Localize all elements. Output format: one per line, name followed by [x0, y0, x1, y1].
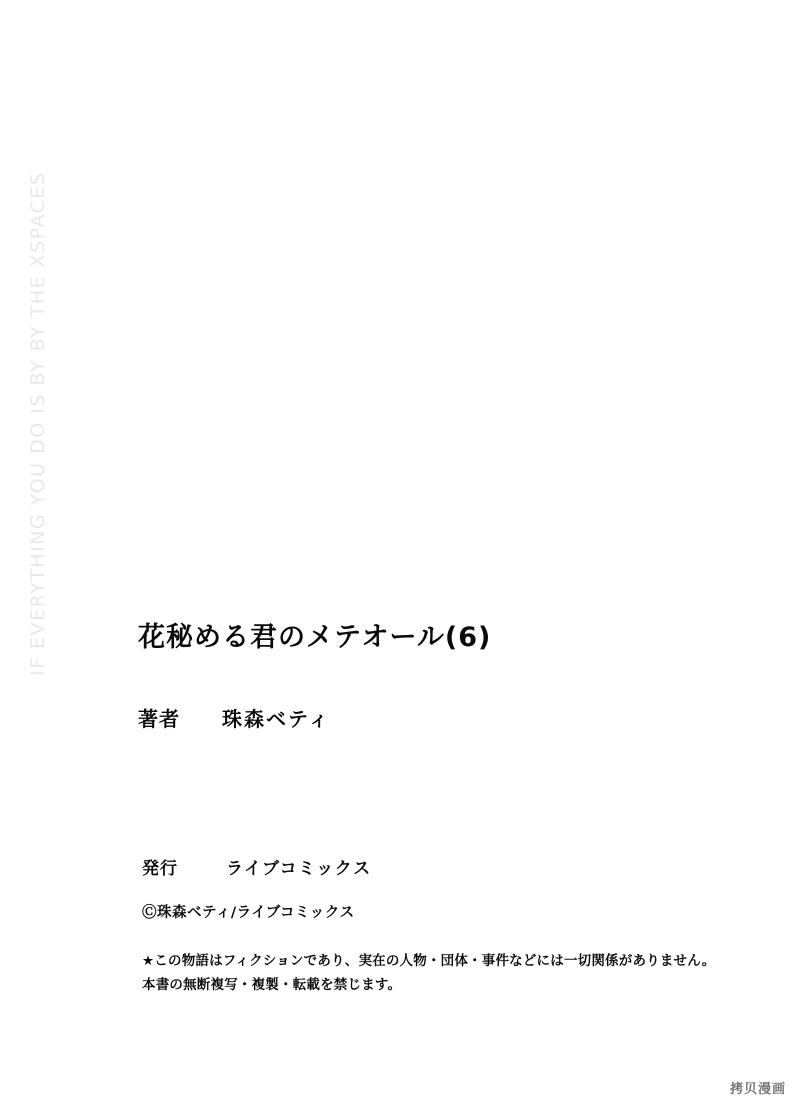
author-name: 珠森ベティ: [222, 707, 331, 732]
legal-notice-line-2: 本書の無断複写・複製・転載を禁じます。: [142, 976, 402, 993]
legal-notice: [142, 950, 716, 997]
legal-notice-line-1: ★この物語はフィクションであり、実在の人物・団体・事件などには一切関係がありません。: [142, 953, 716, 970]
publisher-row: [142, 854, 678, 879]
publisher-name: ライブコミックス: [226, 859, 372, 880]
site-stamp: 拷贝漫画: [729, 1082, 786, 1097]
publisher-label: 発行: [142, 859, 178, 880]
page-title: 花秘める君のメテオール(6): [138, 622, 492, 653]
author-label: 著者: [138, 707, 180, 732]
copyright-notice: Ⓒ珠森ベティ/ライブコミックス: [142, 905, 355, 922]
side-watermark-text: IF EVERYTHING YOU DO IS BY BY THE XSPACES: [27, 171, 49, 676]
colophon-block: [138, 620, 716, 997]
author-row: [138, 703, 678, 732]
